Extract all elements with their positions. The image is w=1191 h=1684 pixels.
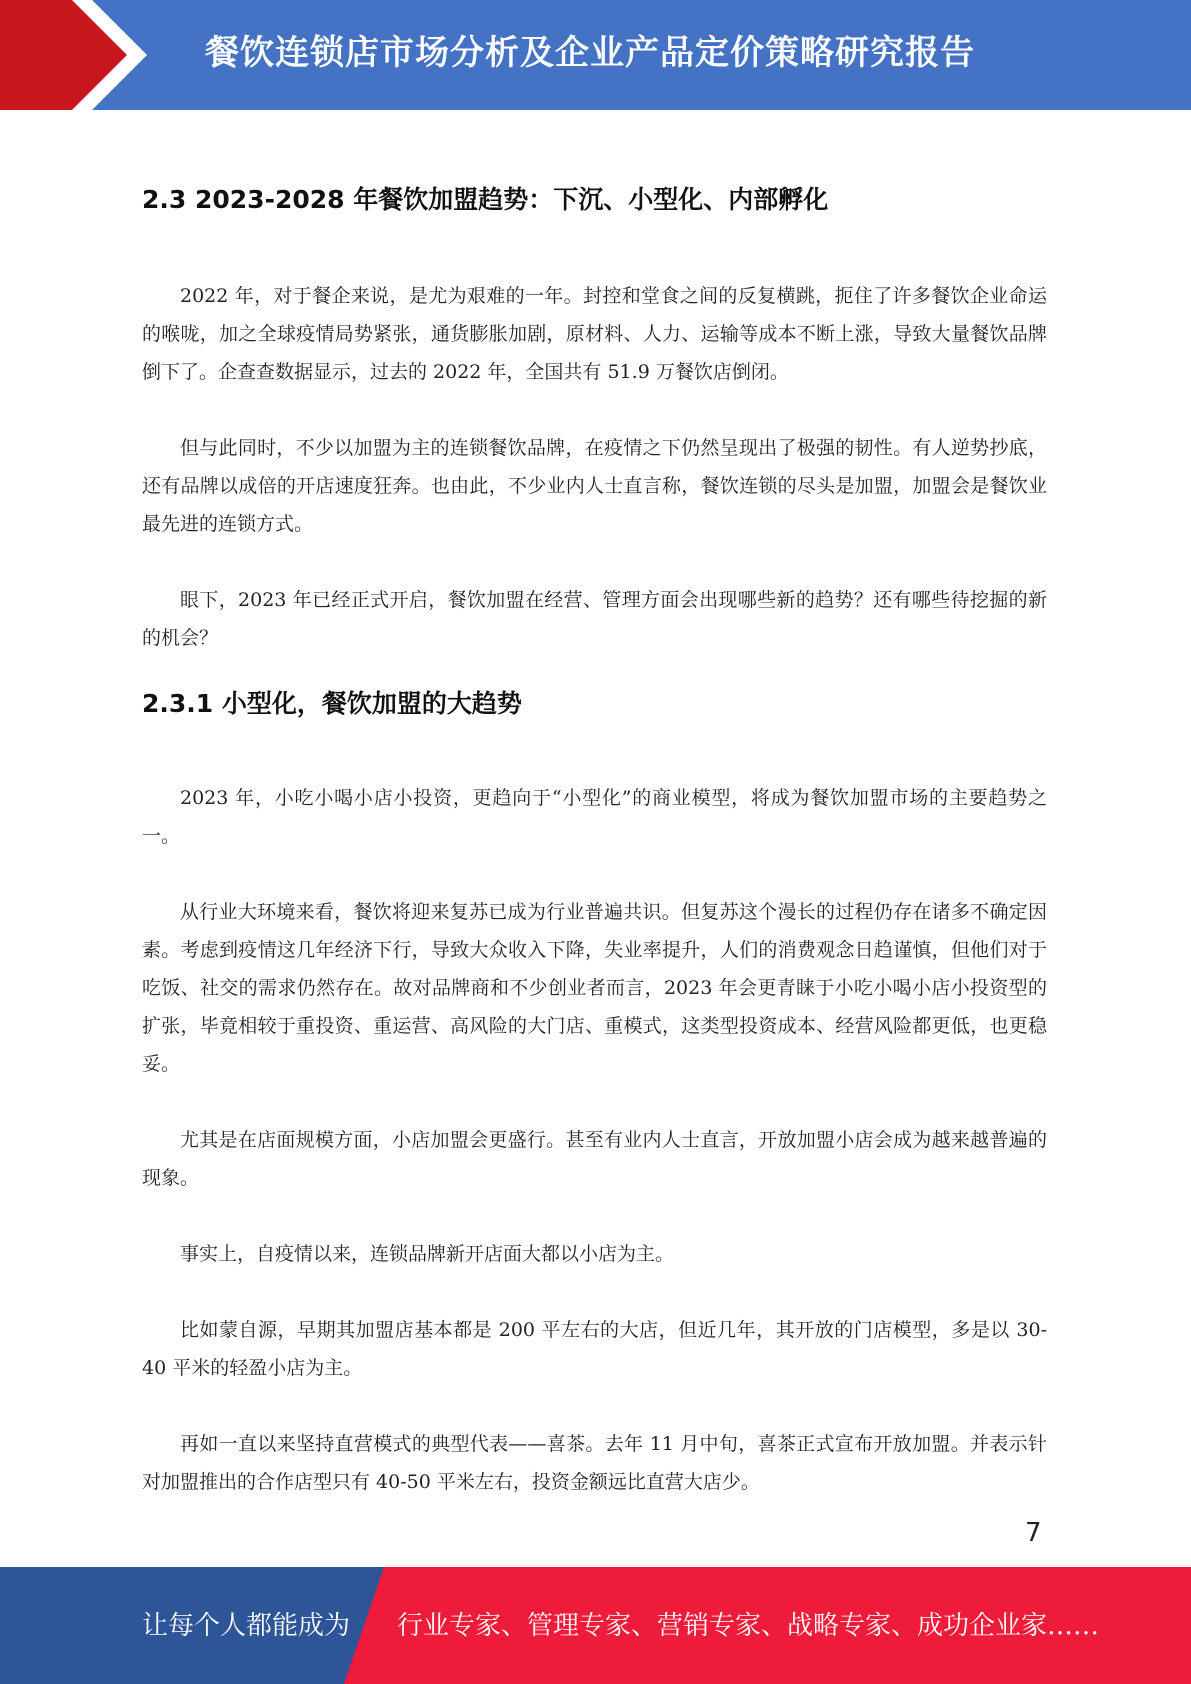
header-title: 餐饮连锁店市场分析及企业产品定价策略研究报告 [205,33,975,73]
paragraph: 但与此同时，不少以加盟为主的连锁餐饮品牌，在疫情之下仍然呈现出了极强的韧性。有人逆势抄底，还有品牌以成倍的开店速度狂奔。也由此，不少业内人士直言称，餐饮连锁的尽头是加盟，加盟会是餐饮业最先进的连锁方式。 [142,437,1047,535]
section-heading-2-3-1: 2.3.1 小型化，餐饮加盟的大趋势 [142,689,522,718]
paragraph: 尤其是在店面规模方面，小店加盟会更盛行。甚至有业内人士直言，开放加盟小店会成为越来越普遍的现象。 [142,1129,1047,1189]
page-footer [0,1567,1191,1684]
paragraph: 2022 年，对于餐企来说，是尤为艰难的一年。封控和堂食之间的反复横跳，扼住了许多餐饮企业命运的喉咙，加之全球疫情局势紧张，通货膨胀加剧，原材料、人力、运输等成本不断上涨，导致大量餐饮品牌倒下了。企查查数据显示，过去的 2022 年，全国共有 51.9 万餐饮店倒闭。 [142,285,1047,383]
paragraph: 眼下，2023 年已经正式开启，餐饮加盟在经营、管理方面会出现哪些新的趋势？还有哪些待挖掘的新的机会？ [142,589,1047,649]
footer-slogan-left: 让每个人都能成为 [142,1611,351,1641]
page-header [0,0,1191,110]
paragraph: 事实上，自疫情以来，连锁品牌新开店面大都以小店为主。 [180,1243,675,1265]
paragraph: 再如一直以来坚持直营模式的典型代表——喜茶。去年 11 月中旬，喜茶正式宣布开放加盟。并表示针对加盟推出的合作店型只有 40-50 平米左右，投资金额远比直营大店少。 [142,1433,1047,1493]
page-number: 7 [1025,1518,1042,1548]
paragraph: 从行业大环境来看，餐饮将迎来复苏已成为行业普遍共识。但复苏这个漫长的过程仍存在诸多不确定因素。考虑到疫情这几年经济下行，导致大众收入下降，失业率提升，人们的消费观念日趋谨慎，但他们对于吃饭、社交的需求仍然存在。故对品牌商和不少创业者而言，2023 年会更青睐于小吃小喝小店小投资型的扩张，毕竟相较于重投资、重运营、高风险的大门店、重模式，这类型投资成本、经营风险都更低，也更稳妥。 [142,901,1047,1075]
paragraph: 比如蒙自源，早期其加盟店基本都是 200 平左右的大店，但近几年，其开放的门店模型，多是以 30-40 平米的轻盈小店为主。 [142,1319,1047,1379]
paragraph: 2023 年，小吃小喝小店小投资，更趋向于“小型化”的商业模型，将成为餐饮加盟市场的主要趋势之一。 [142,787,1047,847]
report-body [142,175,1047,1501]
footer-slogan-right: 行业专家、管理专家、营销专家、战略专家、成功企业家…… [397,1611,1100,1641]
section-heading-2-3: 2.3 2023-2028 年餐饮加盟趋势：下沉、小型化、内部孵化 [142,185,829,214]
